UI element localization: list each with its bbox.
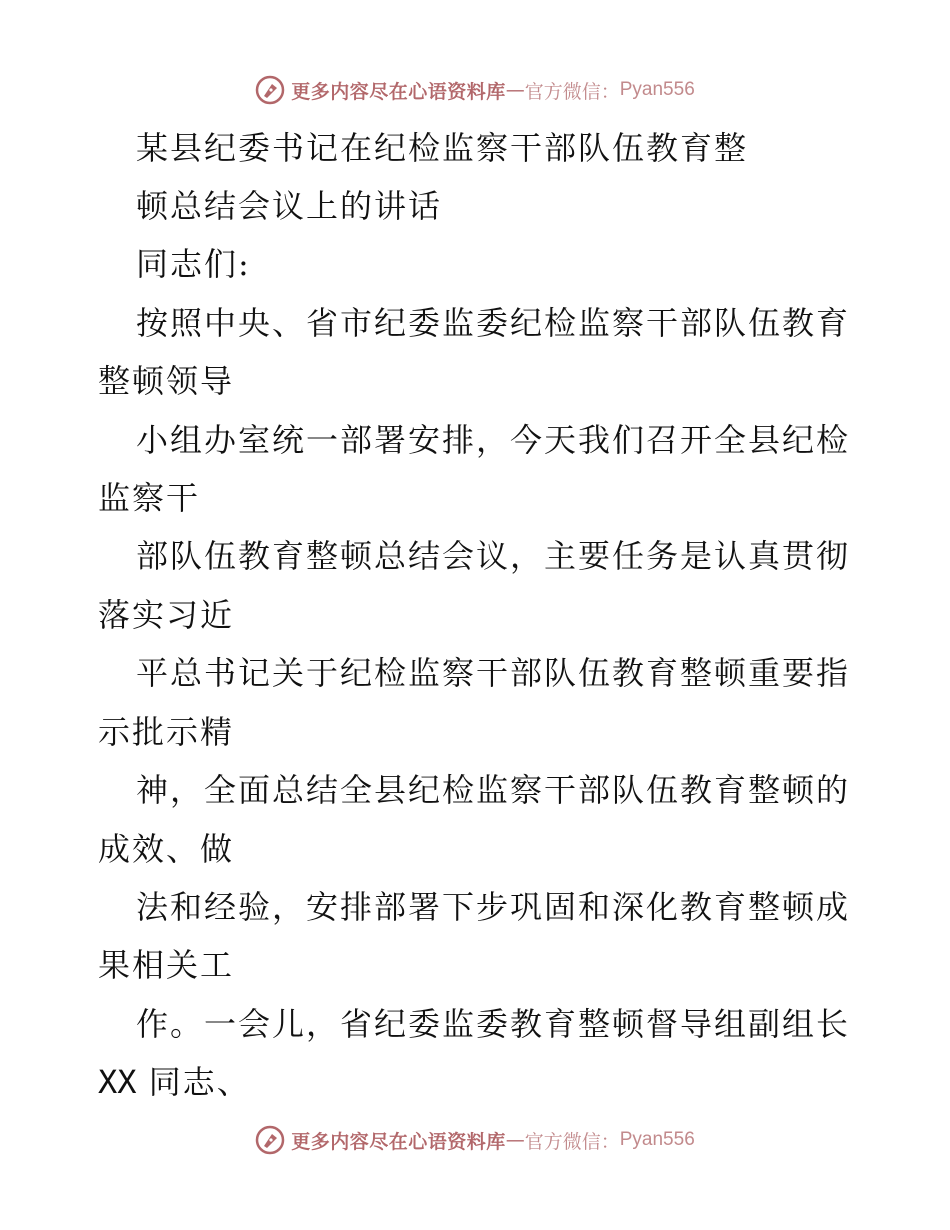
body-line: 平总书记关于纪检监察干部队伍教育整顿重要指 [136,654,851,692]
body-line: 成效、做 [98,830,235,868]
footer-watermark [0,1120,950,1160]
body-line: 法和经验，安排部署下步巩固和深化教育整顿成 [136,888,851,926]
pen-nib-logo-icon [255,1125,285,1155]
header-watermark [0,70,950,110]
body-line: 果相关工 [98,946,235,984]
salutation: 同志们: [136,245,251,283]
watermark-site: 更多内容尽在心语资料库 [291,80,506,103]
document-title-line-1: 某县纪委书记在纪检监察干部队伍教育整 [136,129,749,167]
watermark-label: 官方微信： [524,1130,620,1153]
body-line: 按照中央、省市纪委监委纪检监察干部队伍教育 [136,304,851,342]
document-title-line-2: 顿总结会议上的讲话 [136,187,443,225]
watermark-id: Pyan556 [619,79,695,100]
watermark-id: Pyan556 [619,1129,695,1150]
body-line: 部队伍教育整顿总结会议，主要任务是认真贯彻 [136,537,851,575]
watermark-label: 官方微信： [524,80,620,103]
body-line: 整顿领导 [98,362,235,400]
watermark-dash: — [505,79,525,101]
body-line: 神，全面总结全县纪检监察干部队伍教育整顿的 [136,771,851,809]
watermark-site: 更多内容尽在心语资料库 [291,1130,506,1153]
name-placeholder: XX [98,1063,137,1101]
pen-nib-logo-icon [255,75,285,105]
body-line: 作。一会儿，省纪委监委教育整顿督导组副组长 [136,1005,851,1043]
body-line-last [98,1062,858,1102]
body-line: 小组办室统一部署安排，今天我们召开全县纪检 [136,421,851,459]
body-line: 监察干 [98,479,201,517]
body-line: 示批示精 [98,713,235,751]
watermark-dash: — [505,1129,525,1151]
body-line-last-rest: 同志、 [136,1063,251,1101]
body-line: 落实习近 [98,596,235,634]
